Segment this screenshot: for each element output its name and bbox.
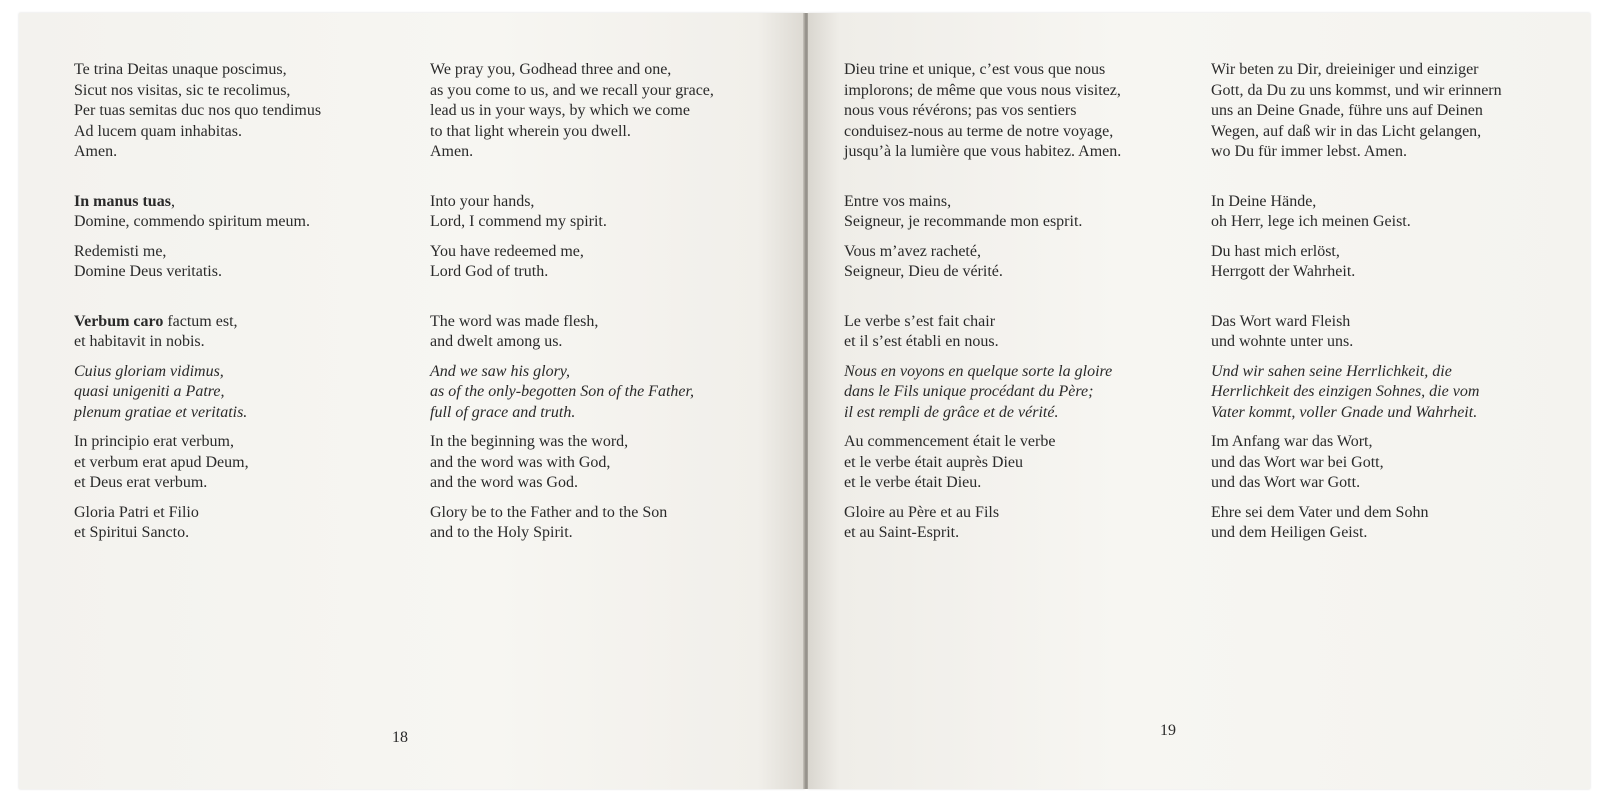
verse-line: Vous m’avez racheté, [844, 242, 981, 260]
verse-line: Seigneur, Dieu de vérité. [844, 263, 1003, 280]
page-number-right: 19 [1160, 722, 1176, 739]
verse-line: to that light wherein you dwell. [430, 122, 631, 140]
stanza [844, 192, 1184, 233]
stanza-heading-line [74, 312, 404, 333]
stanza-gap [430, 283, 770, 312]
stanza [1211, 432, 1561, 494]
verse-line: et au Saint-Esprit. [844, 524, 960, 541]
stanza-gap [74, 233, 404, 242]
stanza-gap [430, 233, 770, 242]
verse-line: und das Wort war Gott. [1211, 474, 1361, 491]
verse-line: et il s’est établi en nous. [844, 333, 999, 350]
stanza [430, 192, 770, 233]
verse-line: And we saw his glory, [430, 362, 571, 380]
verse-line: Into your hands, [430, 192, 535, 210]
stanza-gap [1211, 423, 1561, 432]
verse-line: Domine, commendo spiritum meum. [74, 213, 310, 230]
stanza-gap [1211, 163, 1561, 192]
stanza [1211, 312, 1561, 353]
verse-line: et verbum erat apud Deum, [74, 453, 249, 471]
verse-line: und wohnte unter uns. [1211, 333, 1354, 350]
stanza-gap [844, 353, 1184, 362]
english-column [430, 60, 770, 544]
verse-line: et habitavit in nobis. [74, 333, 205, 350]
verse-line: Redemisti me, [74, 242, 167, 260]
bold-incipit: In manus tuas [74, 192, 171, 210]
stanza [430, 312, 770, 353]
verse-line: und das Wort war bei Gott, [1211, 453, 1384, 471]
verse-line: Herrgott der Wahrheit. [1211, 263, 1356, 280]
verse-line: Seigneur, je recommande mon esprit. [844, 213, 1083, 230]
stanza-gap [74, 283, 404, 312]
verse-line: Gloire au Père et au Fils [844, 503, 1000, 521]
verse-line: uns an Deine Gnade, führe uns auf Deinen [1211, 102, 1483, 119]
verse-line: nous vous révérons; pas vos sentiers [844, 102, 1077, 119]
verse-line: Ad lucem quam inhabitas. [74, 122, 242, 140]
stanza [844, 312, 1184, 353]
stanza-gap [74, 423, 404, 432]
latin-column [74, 60, 404, 544]
french-column [844, 60, 1184, 544]
verse-line: oh Herr, lege ich meinen Geist. [1211, 213, 1411, 230]
stanza-gap [1211, 353, 1561, 362]
verse-line: lead us in your ways, by which we come [430, 102, 690, 119]
verse-line: plenum gratiae et veritatis. [74, 403, 248, 421]
verse-line: Amen. [74, 143, 118, 160]
verse-line: dans le Fils unique procédant du Père; [844, 383, 1094, 400]
stanza [430, 60, 770, 163]
incipit-rest: factum est, [163, 312, 238, 330]
stanza [430, 242, 770, 283]
stanza-gap [430, 494, 770, 503]
stanza [844, 242, 1184, 283]
stanza-gap [74, 163, 404, 192]
stanza-gap [844, 163, 1184, 192]
stanza [844, 503, 1184, 544]
verse-line: and the word was with God, [430, 453, 611, 471]
verse-line: full of grace and truth. [430, 403, 576, 421]
stanza [74, 60, 404, 163]
verse-line: In the beginning was the word, [430, 433, 629, 450]
stanza [74, 192, 404, 233]
bold-incipit: Verbum caro [74, 312, 164, 330]
verse-line: il est rempli de grâce et de vérité. [844, 403, 1059, 421]
verse-line: as you come to us, and we recall your grace, [430, 81, 714, 99]
verse-line: Domine Deus veritatis. [74, 263, 222, 280]
verse-line: et le verbe était Dieu. [844, 474, 982, 491]
verse-line: Wir beten zu Dir, dreieiniger und einziger [1211, 61, 1479, 78]
verse-line: Im Anfang war das Wort, [1211, 433, 1373, 450]
verse-line: Sicut nos visitas, sic te recolimus, [74, 81, 291, 99]
stanza-gap [430, 353, 770, 362]
incipit-rest: , [170, 192, 175, 210]
verse-line: and the word was God. [430, 474, 578, 491]
stanza-gap [1211, 283, 1561, 312]
verse-line: Vater kommt, voller Gnade und Wahrheit. [1211, 403, 1478, 421]
verse-line: Dieu trine et unique, c’est vous que nous [844, 61, 1106, 78]
verse-line: Amen. [430, 143, 474, 160]
stanza [1211, 503, 1561, 544]
verse-line: conduisez-nous au terme de notre voyage, [844, 122, 1114, 140]
stanza-gap [430, 423, 770, 432]
verse-line: Du hast mich erlöst, [1211, 242, 1340, 260]
verse-line: Au commencement était le verbe [844, 433, 1056, 450]
stanza-gap [74, 494, 404, 503]
right-page [808, 13, 1590, 789]
verse-line: Wegen, auf daß wir in das Licht gelangen, [1211, 122, 1482, 140]
stanza [430, 432, 770, 494]
verse-line: wo Du für immer lebst. Amen. [1211, 143, 1407, 160]
page-number-left: 18 [392, 729, 408, 746]
verse-line: Lord, I commend my spirit. [430, 213, 607, 230]
verse-line: Le verbe s’est fait chair [844, 312, 996, 330]
verse-line: In principio erat verbum, [74, 433, 234, 450]
left-page [19, 13, 805, 789]
german-column [1211, 60, 1561, 544]
stanza [430, 362, 770, 424]
stanza [1211, 242, 1561, 283]
verse-line: The word was made flesh, [430, 312, 599, 330]
stanza-gap [1211, 494, 1561, 503]
verse-line: Und wir sahen seine Herrlichkeit, die [1211, 362, 1452, 380]
verse-line: Te trina Deitas unaque poscimus, [74, 61, 287, 78]
verse-line: quasi unigeniti a Patre, [74, 383, 225, 400]
stanza [844, 432, 1184, 494]
verse-line: Gott, da Du zu uns kommst, und wir erinnern [1211, 81, 1502, 99]
verse-line: Lord God of truth. [430, 263, 549, 280]
stanza [844, 60, 1184, 163]
verse-line: Ehre sei dem Vater und dem Sohn [1211, 503, 1429, 521]
stanza-gap [844, 233, 1184, 242]
verse-line: jusqu’à la lumière que vous habitez. Amen. [844, 143, 1122, 160]
verse-line: Cuius gloriam vidimus, [74, 362, 224, 380]
stanza [1211, 362, 1561, 424]
verse-line: Das Wort ward Fleish [1211, 312, 1351, 330]
verse-line: Per tuas semitas duc nos quo tendimus [74, 102, 322, 119]
verse-line: You have redeemed me, [430, 242, 584, 260]
stanza-gap [1211, 233, 1561, 242]
verse-line: Glory be to the Father and to the Son [430, 503, 668, 521]
verse-line: We pray you, Godhead three and one, [430, 61, 672, 78]
verse-line: and dwelt among us. [430, 333, 563, 350]
verse-line: and to the Holy Spirit. [430, 524, 573, 541]
verse-line: et Deus erat verbum. [74, 474, 208, 491]
stanza-gap [430, 163, 770, 192]
verse-line: Herrlichkeit des einzigen Sohnes, die vom [1211, 383, 1480, 400]
stanza-gap [844, 283, 1184, 312]
verse-line: In Deine Hände, [1211, 192, 1317, 210]
stanza-heading-line [74, 192, 404, 213]
stanza [430, 503, 770, 544]
stanza [1211, 192, 1561, 233]
stanza [74, 503, 404, 544]
stanza [1211, 60, 1561, 163]
verse-line: Gloria Patri et Filio [74, 503, 199, 521]
stanza-gap [844, 494, 1184, 503]
verse-line: as of the only-begotten Son of the Father, [430, 383, 694, 400]
stanza [74, 432, 404, 494]
verse-line: et le verbe était auprès Dieu [844, 453, 1024, 471]
stanza [844, 362, 1184, 424]
verse-line: implorons; de même que vous nous visitez, [844, 81, 1121, 99]
verse-line: Nous en voyons en quelque sorte la gloire [844, 362, 1113, 380]
stanza [74, 312, 404, 353]
stanza [74, 242, 404, 283]
verse-line: et Spiritui Sancto. [74, 524, 190, 541]
verse-line: Entre vos mains, [844, 192, 952, 210]
stanza-gap [74, 353, 404, 362]
verse-line: und dem Heiligen Geist. [1211, 524, 1368, 541]
stanza-gap [844, 423, 1184, 432]
stanza [74, 362, 404, 424]
